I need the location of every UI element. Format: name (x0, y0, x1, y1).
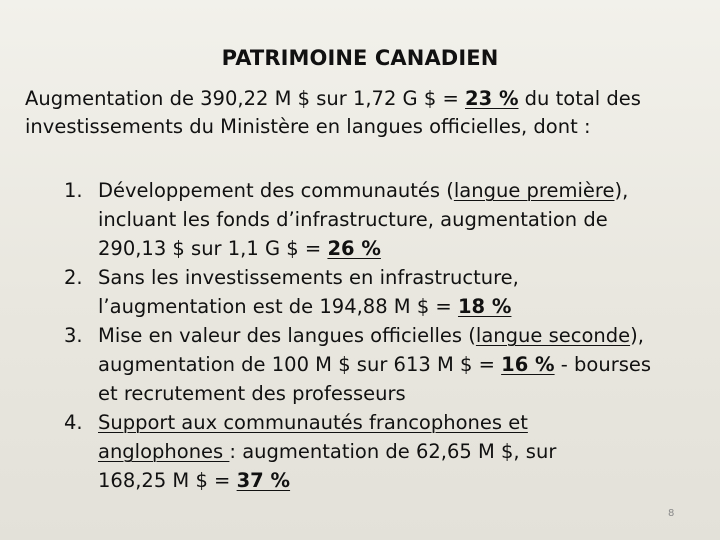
intro-percentage: 23 % (465, 87, 519, 110)
slide-title: PATRIMOINE CANADIEN (221, 46, 499, 70)
list-item (64, 263, 714, 321)
list-item-line (98, 350, 714, 379)
intro-line-2: investissements du Ministère en langues officielles, dont : (25, 115, 591, 138)
list-item-line (98, 437, 714, 466)
list-item-text: 168,25 M $ = (98, 469, 237, 492)
list-item (64, 321, 714, 408)
list-item-text: ), (614, 179, 629, 202)
list-item-line (98, 408, 714, 437)
list-item-line (98, 176, 714, 205)
intro-line-1 (25, 85, 705, 113)
list-item-line: Sans les investissements en infrastructure, (98, 266, 519, 289)
list-item-number: 4. (64, 411, 83, 434)
list-item-text: Développement des communautés ( (98, 179, 454, 202)
list-item-line: incluant les fonds d’infrastructure, augmentation de (98, 208, 608, 231)
list-item-text: augmentation de 100 M $ sur 613 M $ = (98, 353, 502, 376)
list-item-percentage: 26 % (327, 237, 381, 260)
list-item-text: ), (630, 324, 644, 347)
list-item (64, 408, 714, 495)
list-item-line: et recrutement des professeurs (98, 382, 406, 405)
list-item-text: l’augmentation est de 194,88 M $ = (98, 295, 458, 318)
list-item-percentage: 16 % (501, 353, 555, 376)
list-item-underlined-text: anglophones (98, 440, 230, 463)
list-item-line (98, 234, 714, 263)
page-number: 8 (668, 508, 675, 519)
list-item-percentage: 37 % (236, 469, 291, 492)
list-item-underlined-text: langue première (453, 179, 615, 202)
list-item-number: 3. (64, 324, 83, 347)
list-item-text: : augmentation de 62,65 M $, sur (229, 440, 557, 463)
list-item-text: 290,13 $ sur 1,1 G $ = (98, 237, 328, 260)
list-item-number: 2. (64, 266, 83, 289)
intro-text-1b: du total des (518, 87, 641, 110)
list-item-text: - bourses (554, 353, 652, 376)
list-item-underlined-text: langue seconde (475, 324, 631, 347)
intro-paragraph (25, 85, 705, 141)
list-item-underlined-text: Support aux communautés francophones et (98, 411, 528, 434)
list-item-text: Mise en valeur des langues officielles ( (98, 324, 476, 347)
list-item-percentage: 18 % (457, 295, 512, 318)
list-item-number: 1. (64, 179, 83, 202)
list-item-line (98, 292, 714, 321)
numbered-list (64, 176, 714, 495)
list-item (64, 176, 714, 263)
list-item-line (98, 466, 714, 495)
list-item-line (98, 321, 714, 350)
intro-text-1a: Augmentation de 390,22 M $ sur 1,72 G $ = (25, 87, 466, 110)
